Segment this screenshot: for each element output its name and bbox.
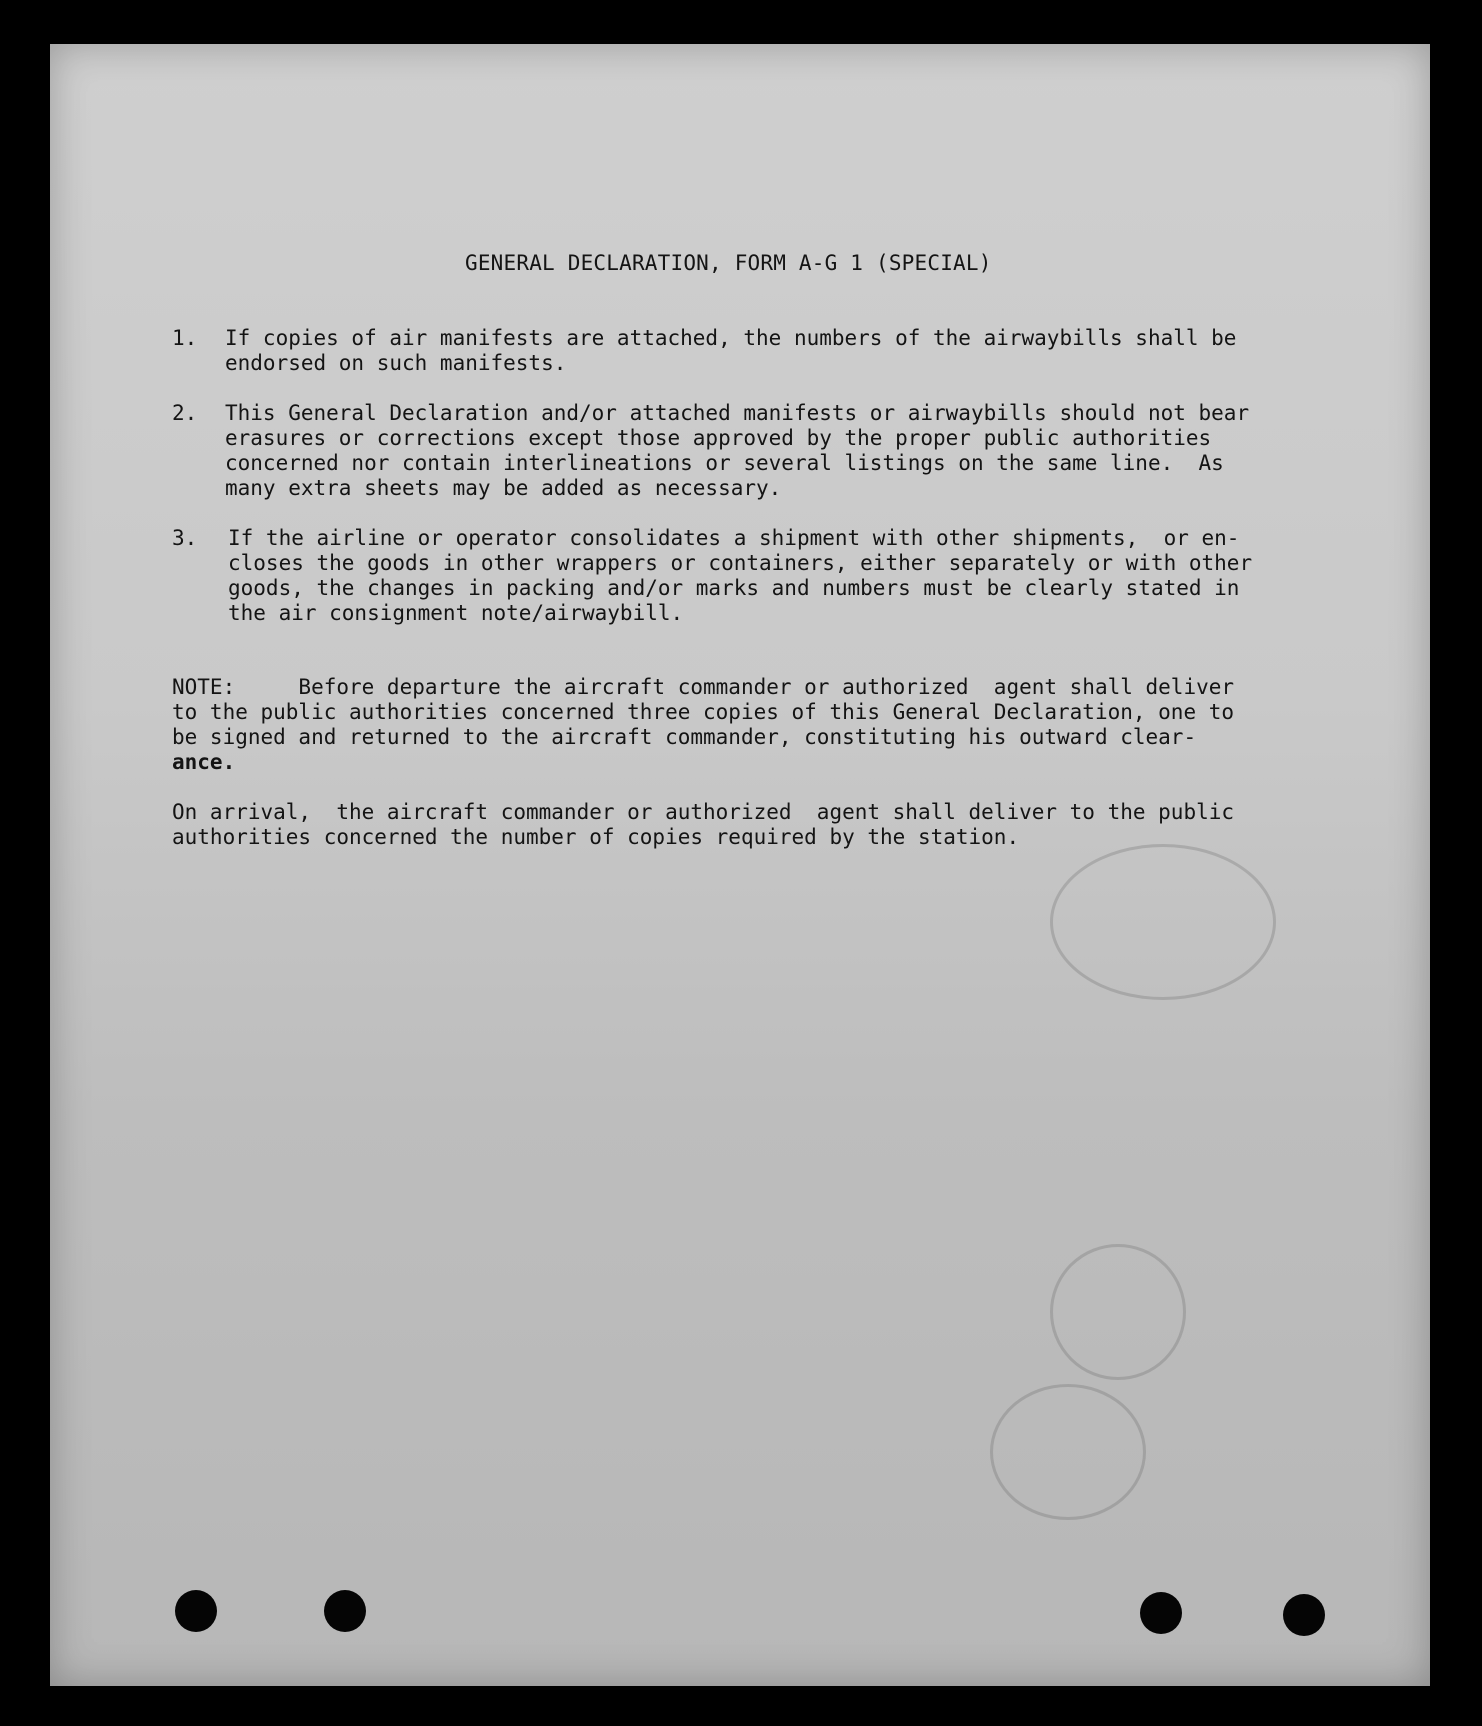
item-line: many extra sheets may be added as necessary. xyxy=(225,476,782,500)
item-line: closes the goods in other wrappers or containers, either separately or with other xyxy=(228,551,1253,575)
item-line: This General Declaration and/or attached manifests or airwaybills should not bear xyxy=(225,401,1250,425)
item-number: 1. xyxy=(172,326,198,350)
punch-hole xyxy=(1283,1594,1325,1636)
arrival-line: On arrival, the aircraft commander or authorized agent shall deliver to the public xyxy=(172,800,1235,824)
item-line: If copies of air manifests are attached, the numbers of the airwaybills shall be xyxy=(225,326,1237,350)
note-line: to the public authorities concerned three copies of this General Declaration, one to xyxy=(172,700,1235,724)
item-line: goods, the changes in packing and/or marks and numbers must be clearly stated in xyxy=(228,576,1240,600)
item-number: 2. xyxy=(172,401,198,425)
note-line: NOTE: Before departure the aircraft commander or authorized agent shall deliver xyxy=(172,675,1235,699)
item-line: concerned nor contain interlineations or several listings on the same line. As xyxy=(225,451,1224,475)
item-number: 3. xyxy=(172,526,198,550)
document-title: GENERAL DECLARATION, FORM A-G 1 (SPECIAL) xyxy=(465,251,992,275)
punch-hole xyxy=(324,1590,366,1632)
faint-stamp-mark xyxy=(990,1384,1146,1520)
punch-hole xyxy=(175,1590,217,1632)
item-line: endorsed on such manifests. xyxy=(225,351,567,375)
document-page xyxy=(50,44,1430,1686)
faint-stamp-mark xyxy=(1050,1244,1186,1380)
arrival-line: authorities concerned the number of copies required by the station. xyxy=(172,825,1020,849)
item-line: the air consignment note/airwaybill. xyxy=(228,601,684,625)
item-line: erasures or corrections except those approved by the proper public authorities xyxy=(225,426,1212,450)
note-line: ance. xyxy=(172,750,236,774)
punch-hole xyxy=(1140,1592,1182,1634)
item-line: If the airline or operator consolidates a shipment with other shipments, or en- xyxy=(228,526,1240,550)
faint-stamp-mark xyxy=(1050,844,1276,1000)
note-line: be signed and returned to the aircraft commander, constituting his outward clear- xyxy=(172,725,1197,749)
